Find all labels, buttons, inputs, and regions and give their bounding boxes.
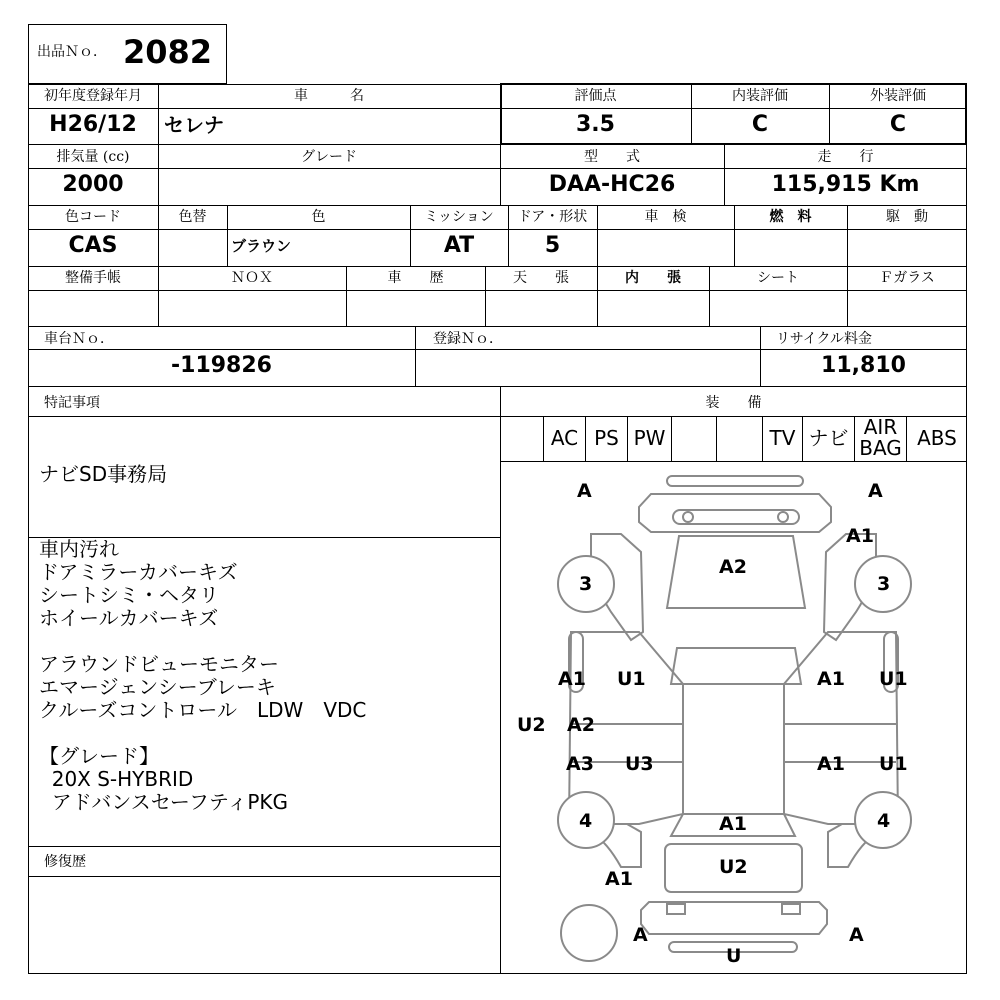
- equip-blank-1: [500, 416, 544, 461]
- mission-label: ミッション: [424, 209, 494, 225]
- equip-tv: TV: [763, 416, 803, 461]
- tire-front-left: 3: [579, 573, 593, 595]
- history-label: 車 歴: [387, 270, 444, 286]
- color-value: ブラウン: [231, 237, 292, 255]
- damage-front-left: A: [577, 480, 592, 502]
- damage-rear-bumper-left: A: [633, 924, 648, 946]
- inspection-label: 車 検: [644, 209, 687, 225]
- equip-blank-2: [672, 416, 717, 461]
- color-change-label: 色替: [178, 209, 207, 225]
- damage-tailgate: U2: [719, 856, 748, 878]
- displacement-label: 排気量 (cc): [56, 149, 130, 165]
- equip-ac: AC: [544, 416, 586, 461]
- glass-label: Ｆガラス: [879, 270, 935, 286]
- interior-label: 内装評価: [732, 88, 788, 104]
- score-label: 評価点: [574, 88, 617, 104]
- notes-line1: ナビSD事務局: [39, 462, 168, 486]
- color-label: 色: [311, 209, 326, 225]
- door-value: 5: [544, 233, 561, 258]
- equip-abs: ABS: [917, 426, 957, 450]
- interior-value: C: [751, 112, 769, 137]
- equip-airbag: AIR BAG: [855, 416, 907, 461]
- damage-roof-rear: A1: [719, 813, 747, 835]
- service-book-label: 整備手帳: [65, 270, 121, 286]
- equip-pw: PW: [628, 416, 672, 461]
- equip-blank-3: [717, 416, 763, 461]
- equipment-label: 装 備: [705, 395, 762, 411]
- damage-left-rear-door-u: U3: [625, 753, 654, 775]
- chassis-label: 車台Ｎｏ．: [44, 331, 114, 347]
- first-reg-value: H26/12: [49, 112, 137, 137]
- lot-number-box: [28, 24, 227, 84]
- exterior-label: 外装評価: [870, 88, 926, 104]
- damage-left-side-a: A2: [567, 714, 595, 736]
- lot-label: 出品Ｎｏ．: [37, 44, 107, 60]
- recycle-value: 11,810: [821, 353, 906, 378]
- chassis-value: -119826: [171, 353, 272, 378]
- damage-left-side: U2: [517, 714, 546, 736]
- damage-right-front-door-u: U1: [879, 668, 908, 690]
- reg-no-label: 登録Ｎｏ．: [433, 331, 503, 347]
- damage-right-rear-door: A1: [817, 753, 845, 775]
- car-name-label: 車 名: [294, 88, 364, 104]
- ceiling-label: 天 張: [513, 270, 569, 286]
- drive-label: 駆 動: [886, 209, 928, 225]
- lot-number: 2082: [123, 33, 213, 71]
- repair-history-label: 修復歴: [44, 854, 86, 870]
- equip-ps: PS: [586, 416, 628, 461]
- damage-rear-bumper: U: [726, 945, 742, 967]
- seat-label: シート: [757, 270, 799, 286]
- notes-label: 特記事項: [44, 395, 100, 411]
- interior-trim-label: 内 張: [625, 270, 681, 286]
- tire-rear-right: 4: [877, 810, 891, 832]
- mileage-value: 115,915 Km: [771, 172, 920, 197]
- damage-right-rear-door-u: U1: [879, 753, 908, 775]
- recycle-label: リサイクル料金: [776, 331, 873, 347]
- model-value: DAA-HC26: [548, 172, 676, 197]
- damage-front-right: A: [868, 480, 883, 502]
- damage-rear-left: A1: [605, 868, 633, 890]
- first-reg-label: 初年度登録年月: [44, 88, 142, 104]
- car-name-value: セレナ: [164, 113, 224, 137]
- door-label: ドア・形状: [517, 209, 588, 225]
- damage-hood: A2: [719, 556, 747, 578]
- damage-left-rear-door: A3: [566, 753, 594, 775]
- score-value: 3.5: [576, 112, 615, 137]
- mission-value: AT: [443, 233, 475, 258]
- mileage-label: 走 行: [817, 149, 874, 165]
- displacement-value: 2000: [62, 172, 124, 197]
- color-code-label: 色コード: [65, 209, 121, 225]
- equip-navi: ナビ: [803, 416, 855, 461]
- grade-label: グレード: [301, 149, 357, 165]
- nox-label: ＮＯＸ: [231, 270, 273, 286]
- equipment-row: [500, 416, 967, 461]
- exterior-value: C: [889, 112, 907, 137]
- damage-left-front-door: A1: [558, 668, 586, 690]
- damage-rear-bumper-right: A: [849, 924, 864, 946]
- model-label: 型 式: [584, 149, 640, 165]
- fuel-label: 燃 料: [769, 209, 812, 225]
- color-code-value: CAS: [68, 233, 118, 258]
- damage-hood-right: A1: [846, 525, 874, 547]
- tire-front-right: 3: [877, 573, 891, 595]
- notes-block: 車内汚れ ドアミラーカバーキズ シートシミ・ヘタリ ホイールカバーキズ アラウンドビューモニター エマージェンシーブレーキ クルーズコントロール LDW VDC 【グレード】 20X S-HYBRID アドバンスセーフティPKG: [39, 537, 367, 814]
- damage-right-front-door: A1: [817, 668, 845, 690]
- tire-rear-left: 4: [579, 810, 593, 832]
- damage-left-front-door-u: U1: [617, 668, 646, 690]
